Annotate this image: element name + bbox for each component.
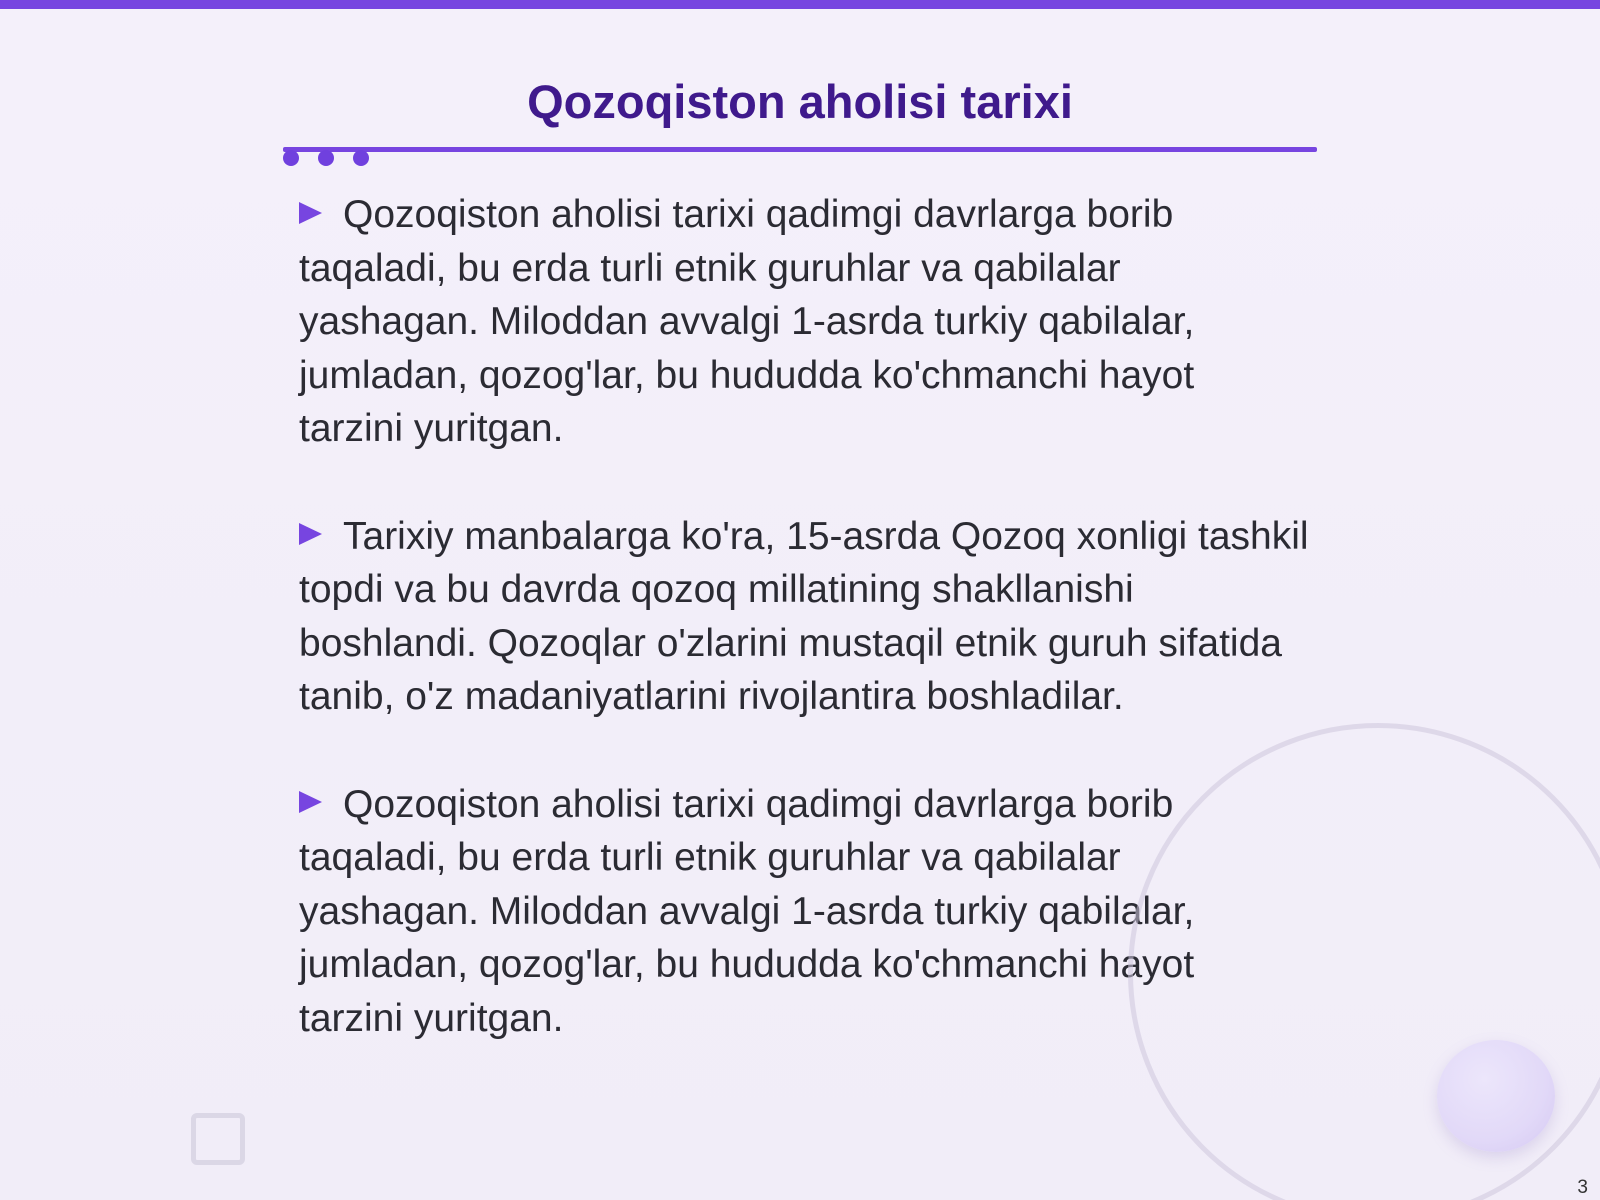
top-accent-bar [0,0,1600,9]
decorative-ball [1437,1040,1555,1152]
bullet-item [299,510,1309,724]
decorative-dot [353,150,369,166]
page-number: 3 [1577,1177,1588,1198]
title-underline [283,147,1317,152]
triangle-right-icon [299,791,322,813]
bullet-text: Qozoqiston aholisi tarixi qadimgi davrlarga borib taqaladi, bu erda turli etnik guruhlar va qabilalar yashagan. Miloddan avvalgi 1-asrda turkiy qabilalar, jumladan, qozog'lar, bu hududda ko'chmanchi hayot tarzini yuritgan. [299,193,1195,450]
decorative-dot [283,150,299,166]
decorative-dot [318,150,334,166]
decorative-square [191,1113,245,1165]
bullet-text: Tarixiy manbalarga ko'ra, 15-asrda Qozoq xonligi tashkil topdi va bu davrda qozoq millatining shakllanishi boshlandi. Qozoqlar o'zlarini mustaqil etnik guruh sifatida tanib, o'z madaniyatlarini rivojlantira boshladilar. [299,514,1309,718]
triangle-right-icon [299,202,322,224]
bullet-text: Qozoqiston aholisi tarixi qadimgi davrlarga borib taqaladi, bu erda turli etnik guruhlar va qabilalar yashagan. Miloddan avvalgi 1-asrda turkiy qabilalar, jumladan, qozog'lar, bu hududda ko'chmanchi hayot tarzini yuritgan. [299,782,1195,1040]
slide-title: Qozoqiston aholisi tarixi [527,75,1073,128]
triangle-right-icon [299,523,322,545]
bullet-item [299,188,1309,456]
